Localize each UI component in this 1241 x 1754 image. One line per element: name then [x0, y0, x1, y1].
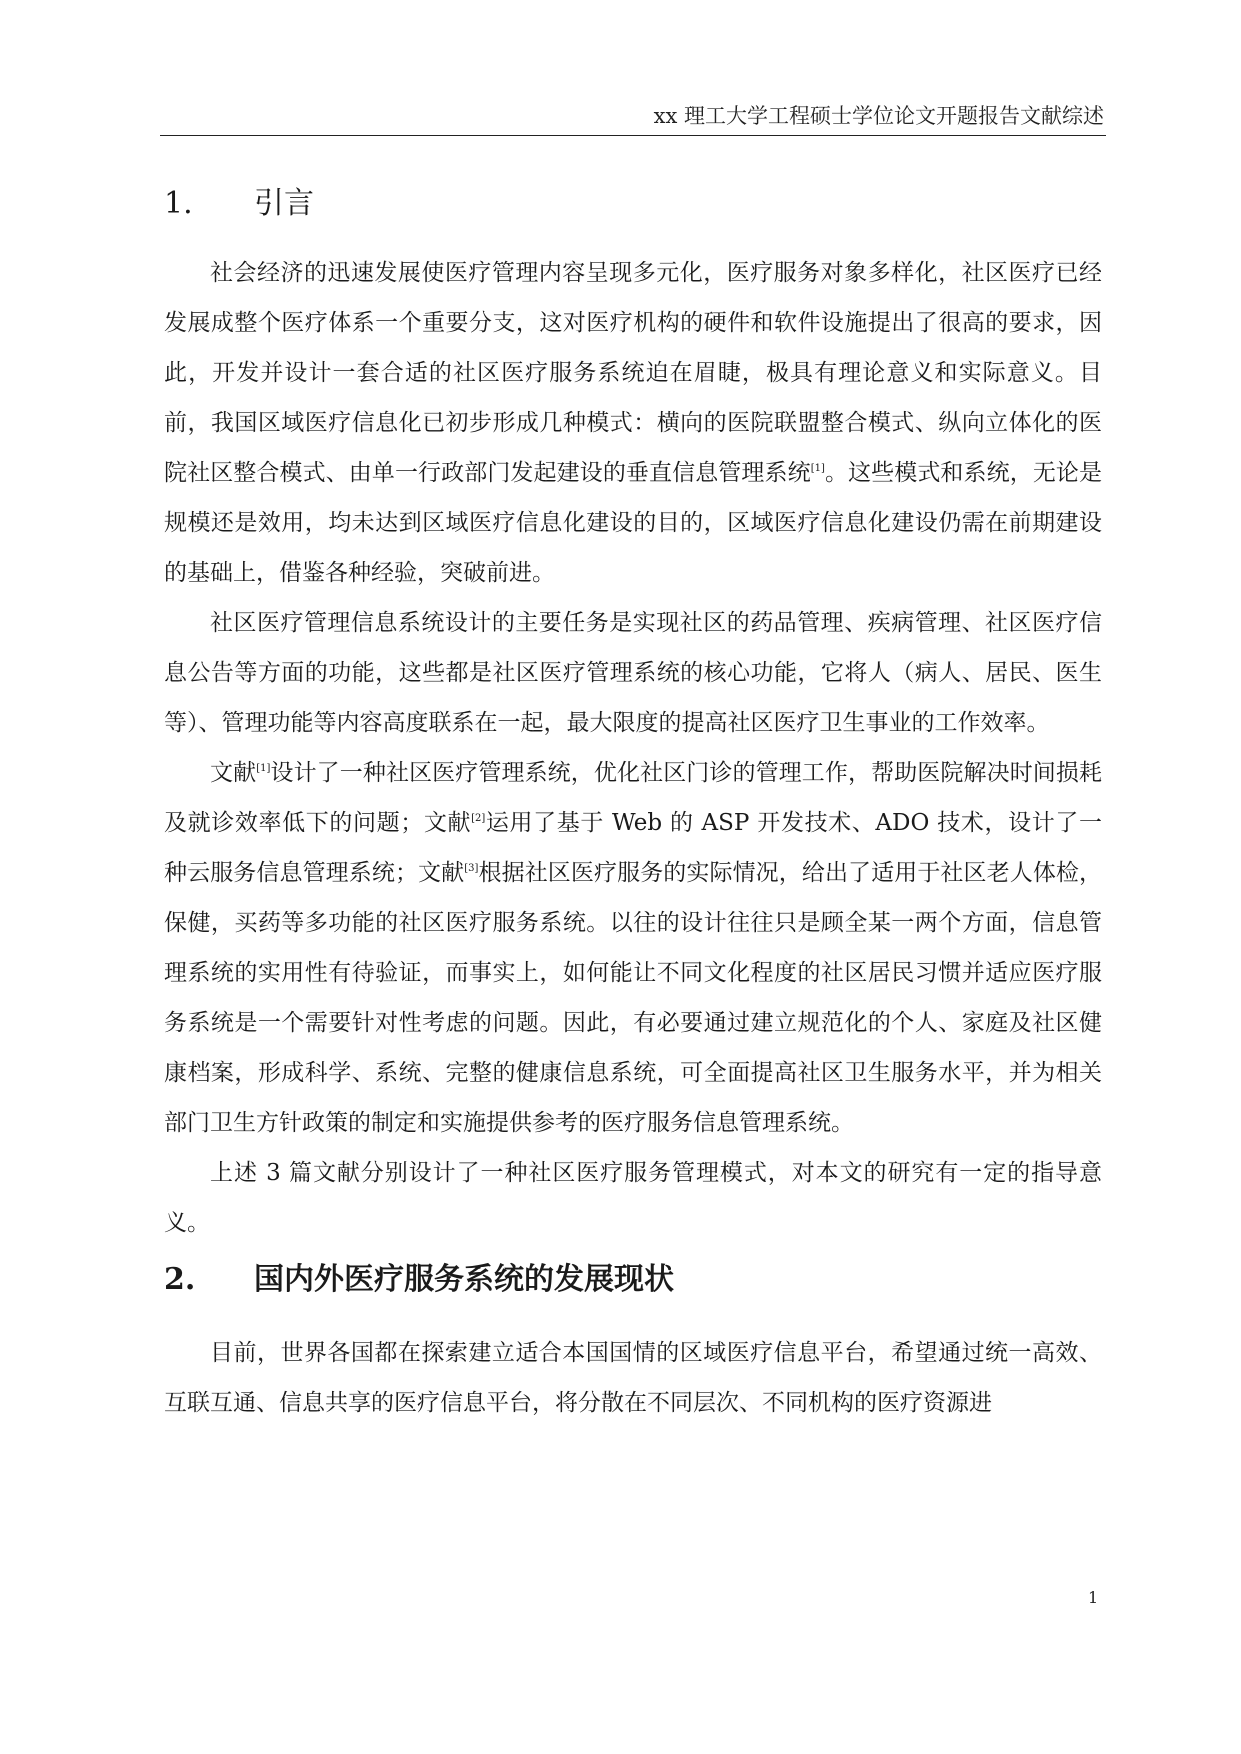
- section-2-body: [164, 1328, 1102, 1428]
- citation-ref: [2]: [471, 813, 486, 824]
- section-1-heading: [164, 182, 314, 226]
- citation-ref: [1]: [810, 463, 825, 474]
- citation-ref: [3]: [464, 863, 479, 874]
- section-number: 2.: [164, 1262, 196, 1297]
- running-header: xx 理工大学工程硕士学位论文开题报告文献综述: [653, 104, 1104, 128]
- section-1-body: [164, 248, 1102, 1248]
- header-rule: [160, 135, 1106, 136]
- section-number: 1.: [164, 186, 193, 221]
- paragraph: 文献[1]设计了一种社区医疗管理系统，优化社区门诊的管理工作，帮助医院解决时间损耗及就诊效率低下的问题；文献[2]运用了基于 Web 的 ASP 开发技术、ADO 技术，设计了一种云服务信息管理系统；文献[3]根据社区医疗服务的实际情况，给出了适用于社区老人体检，保健，买药等多功能的社区医疗服务系统。以往的设计往往只是顾全某一两个方面，信息管理系统的实用性有待验证，而事实上，如何能让不同文化程度的社区居民习惯并适应医疗服务系统是一个需要针对性考虑的问题。因此，有必要通过建立规范化的个人、家庭及社区健康档案，形成科学、系统、完整的健康信息系统，可全面提高社区卫生服务水平，并为相关部门卫生方针政策的制定和实施提供参考的医疗服务信息管理系统。: [164, 760, 1103, 1136]
- paragraph: 目前，世界各国都在探索建立适合本国国情的区域医疗信息平台，希望通过统一高效、互联互通、信息共享的医疗信息平台，将分散在不同层次、不同机构的医疗资源进: [164, 1340, 1102, 1416]
- paragraph: 社区医疗管理信息系统设计的主要任务是实现社区的药品管理、疾病管理、社区医疗信息公告等方面的功能，这些都是社区医疗管理系统的核心功能，它将人（病人、居民、医生等）、管理功能等内容高度联系在一起，最大限度的提高社区医疗卫生事业的工作效率。: [164, 610, 1102, 736]
- citation-ref: [1]: [256, 763, 271, 774]
- paragraph: 社会经济的迅速发展使医疗管理内容呈现多元化，医疗服务对象多样化，社区医疗已经发展成整个医疗体系一个重要分支，这对医疗机构的硬件和软件设施提出了很高的要求，因此，开发并设计一套合适的社区医疗服务系统迫在眉睫，极具有理论意义和实际意义。目前，我国区域医疗信息化已初步形成几种模式：横向的医院联盟整合模式、纵向立体化的医院社区整合模式、由单一行政部门发起建设的垂直信息管理系统[1]。这些模式和系统，无论是规模还是效用，均未达到区域医疗信息化建设的目的，区域医疗信息化建设仍需在前期建设的基础上，借鉴各种经验，突破前进。: [164, 260, 1103, 586]
- paragraph: 上述 3 篇文献分别设计了一种社区医疗服务管理模式，对本文的研究有一定的指导意义。: [164, 1160, 1102, 1236]
- section-title: 国内外医疗服务系统的发展现状: [254, 1262, 674, 1297]
- page-number: 1: [1088, 1588, 1099, 1607]
- section-2-heading: [164, 1258, 674, 1302]
- section-title: 引言: [254, 186, 314, 221]
